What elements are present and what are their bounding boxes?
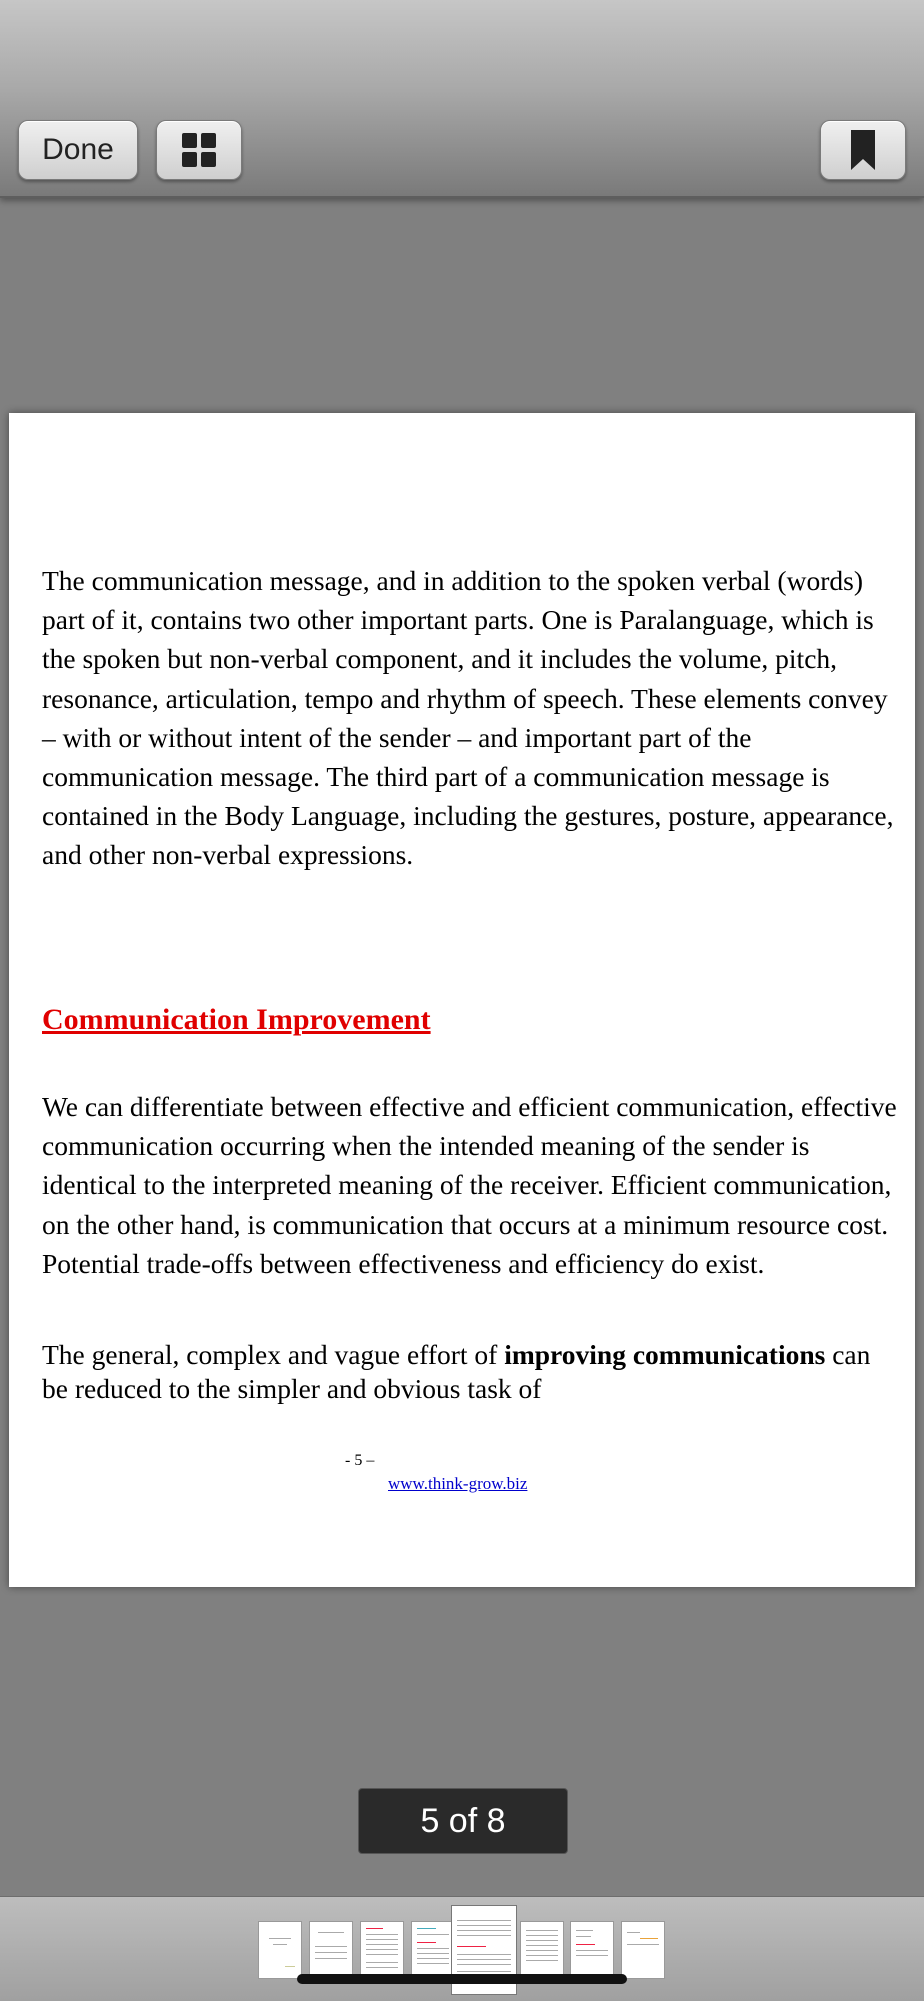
- thumbnail-strip: [0, 1896, 924, 2001]
- paragraph-improving: [42, 1338, 902, 1406]
- page-indicator: 5 of 8: [358, 1788, 568, 1854]
- page-thumbnail-8[interactable]: [621, 1921, 665, 1979]
- page-thumbnail-1[interactable]: [258, 1921, 302, 1979]
- bookmark-icon: [850, 129, 876, 171]
- grid-view-button[interactable]: [156, 120, 242, 180]
- page-thumbnail-7[interactable]: [570, 1921, 614, 1979]
- paragraph-effective-efficient: We can differentiate between effective and efficient communication, effective communication occurring when the intended meaning of the sender is identical to the interpreted meaning of the receiver. Efficient communication, on the other hand, is communication that occurs at a minimum resource cost. Potential trade-offs between effectiveness and efficiency do exist.: [42, 1091, 897, 1279]
- page-thumbnail-3[interactable]: [360, 1921, 404, 1979]
- paragraph-improving-bold: improving communications: [504, 1339, 826, 1370]
- document-page[interactable]: [9, 413, 915, 1587]
- grid-view-icon: [181, 132, 217, 168]
- done-button[interactable]: Done: [18, 120, 138, 180]
- top-toolbar: [0, 0, 924, 198]
- website-link[interactable]: www.think-grow.biz: [388, 1474, 528, 1493]
- page-thumbnail-4[interactable]: [411, 1921, 455, 1979]
- paragraph-improving-start: The general, complex and vague effort of: [42, 1339, 505, 1370]
- paragraph-paralanguage: The communication message, and in addition to the spoken verbal (words) part of it, contains two other important parts. One is Paralanguage, which is the spoken but non-verbal component, and it includes the volume, pitch, resonance, articulation, tempo and rhythm of speech. These elements convey – with or without intent of the sender – and important part of the communication message. The third part of a communication message is contained in the Body Language, including the gestures, posture, appearance, and other non-verbal expressions.: [42, 565, 894, 871]
- section-heading: Communication Improvement: [42, 1003, 431, 1036]
- home-indicator: [297, 1974, 627, 1984]
- page-thumbnail-2[interactable]: [309, 1921, 353, 1979]
- paragraph-improving-end: can be reduced to the simpler and obvious task of: [42, 1339, 871, 1404]
- bookmark-button[interactable]: [820, 120, 906, 180]
- page-number: - 5 –: [345, 1452, 375, 1469]
- page-thumbnail-6[interactable]: [520, 1921, 564, 1979]
